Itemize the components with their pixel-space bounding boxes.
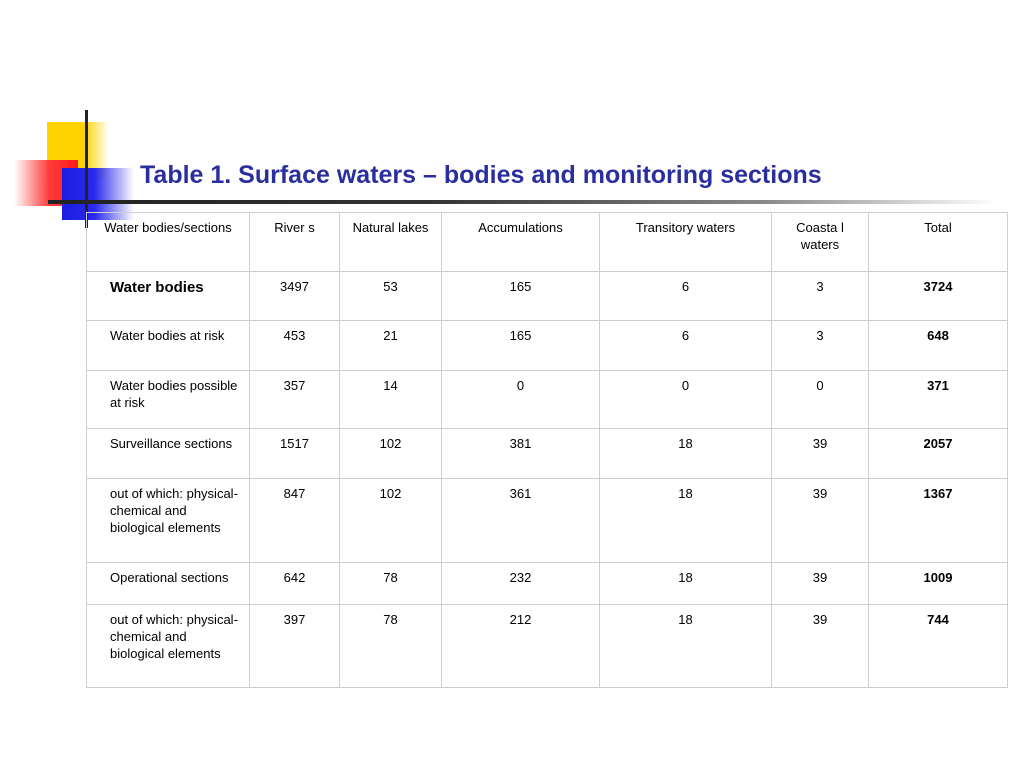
table-cell: 39 [772,563,869,605]
table-cell: 357 [250,371,340,429]
table-row [87,429,1008,479]
column-header: Transitory waters [600,213,772,272]
row-label: out of which: physical-chemical and biological elements [87,605,250,688]
table-cell: 3497 [250,272,340,321]
table-cell: 102 [340,479,442,563]
column-header: Water bodies/sections [87,213,250,272]
table-cell: 397 [250,605,340,688]
total-cell: 1367 [869,479,1008,563]
table-cell: 232 [442,563,600,605]
table-cell: 361 [442,479,600,563]
table-cell: 39 [772,479,869,563]
total-cell: 1009 [869,563,1008,605]
table-cell: 39 [772,605,869,688]
total-cell: 648 [869,321,1008,371]
table-cell: 0 [772,371,869,429]
column-header: Natural lakes [340,213,442,272]
table-cell: 14 [340,371,442,429]
total-cell: 3724 [869,272,1008,321]
table-cell: 1517 [250,429,340,479]
table-cell: 0 [600,371,772,429]
table-cell: 381 [442,429,600,479]
table-cell: 6 [600,321,772,371]
table-row [87,479,1008,563]
table-cell: 6 [600,272,772,321]
slide-title: Table 1. Surface waters – bodies and monitoring sections [140,161,822,189]
table-row [87,321,1008,371]
table-cell: 18 [600,429,772,479]
total-cell: 2057 [869,429,1008,479]
table-cell: 453 [250,321,340,371]
row-label: Surveillance sections [87,429,250,479]
total-cell: 371 [869,371,1008,429]
table-row [87,563,1008,605]
table-cell: 0 [442,371,600,429]
table-cell: 21 [340,321,442,371]
row-label: Water bodies possible at risk [87,371,250,429]
table-cell: 102 [340,429,442,479]
row-label: Water bodies [87,272,250,321]
table-cell: 165 [442,321,600,371]
table-row [87,605,1008,688]
table-cell: 212 [442,605,600,688]
total-cell: 744 [869,605,1008,688]
table-cell: 642 [250,563,340,605]
table-cell: 3 [772,321,869,371]
table-cell: 18 [600,563,772,605]
table-cell: 18 [600,479,772,563]
title-underline [48,200,998,204]
table-cell: 78 [340,563,442,605]
table-cell: 78 [340,605,442,688]
table-cell: 39 [772,429,869,479]
decorative-vertical-line [85,110,88,228]
surface-waters-table [86,212,1008,688]
table-cell: 18 [600,605,772,688]
column-header: Total [869,213,1008,272]
column-header: Coasta l waters [772,213,869,272]
column-header: Accumulations [442,213,600,272]
table-cell: 53 [340,272,442,321]
column-header: River s [250,213,340,272]
table-row [87,371,1008,429]
table-cell: 3 [772,272,869,321]
table-cell: 165 [442,272,600,321]
table-row [87,272,1008,321]
row-label: Operational sections [87,563,250,605]
row-label: out of which: physical-chemical and biological elements [87,479,250,563]
table-cell: 847 [250,479,340,563]
row-label: Water bodies at risk [87,321,250,371]
table-header-row [87,213,1008,272]
